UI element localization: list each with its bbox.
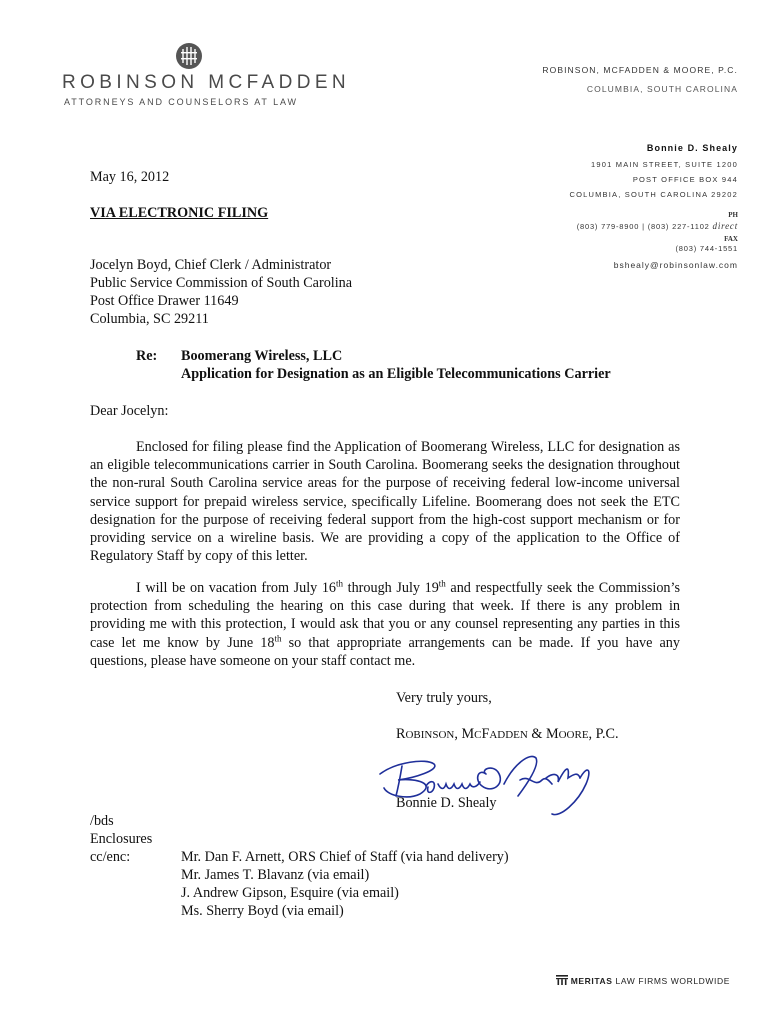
- author-name: Bonnie D. Shealy: [646, 143, 738, 153]
- firm-sign-part: ,: [454, 726, 462, 742]
- meritas-logo-icon: [556, 975, 568, 985]
- street-address: 1901 MAIN STREET, SUITE 1200: [591, 160, 738, 169]
- paragraph-text: so that appropriate arrangements can be made. If you have any questions, please have someone on your staff contact me.: [90, 634, 680, 669]
- fax-label: FAX: [724, 235, 738, 243]
- salutation: Dear Jocelyn:: [90, 403, 169, 419]
- body-paragraph-1: Enclosed for filing please find the Application of Boomerang Wireless, LLC for designation as an eligible telecommunications carrier in South Carolina. Boomerang seeks the designation throughout the non-rural South Carolina service areas for the purpose of receiving federal low-income universal service support for prepaid wireless service, specifically Lifeline. Boomerang does not seek the ETC designation for the purpose of receiving federal support from the high-cost support mechanism or for providing service on a wireline basis. We are providing a copy of the application to the Office of Regulatory Staff by copy of this letter.: [90, 439, 680, 565]
- firm-sign-part: M: [545, 726, 559, 742]
- delivery-method: VIA ELECTRONIC FILING: [90, 205, 269, 221]
- firm-sign-part: C: [474, 729, 482, 741]
- right-firm-city: COLUMBIA, SOUTH CAROLINA: [586, 84, 738, 94]
- recipient-line: Columbia, SC 29211: [90, 311, 209, 327]
- right-firm-name: ROBINSON, MCFADDEN & MOORE, P.C.: [542, 65, 738, 75]
- cc-recipient: Ms. Sherry Boyd (via email): [181, 903, 344, 919]
- body-paragraph-2: [90, 579, 680, 670]
- email-address: bshealy@robinsonlaw.com: [613, 260, 738, 270]
- firm-sign-part: M: [461, 726, 475, 742]
- recipient-line: Public Service Commission of South Carolina: [90, 275, 353, 291]
- phone-label: PH: [728, 211, 738, 219]
- firm-name: ROBINSON MCFADDEN: [62, 72, 351, 93]
- re-line: Application for Designation as an Eligible Telecommunications Carrier: [181, 366, 611, 382]
- cc-recipient: J. Andrew Gipson, Esquire (via email): [181, 885, 399, 901]
- firm-sign-part: OORE: [558, 729, 589, 741]
- firm-sign-part: R: [396, 726, 406, 742]
- paragraph-text: and respectfully seek the Commission’s protection from scheduling the hearing on this case during that week. If there is any problem in providing me with this protection, I would ask that you or any counsel representing any parties in this case let me know by June 18: [90, 580, 680, 651]
- re-label: Re:: [136, 348, 158, 364]
- signature-firm: [396, 725, 619, 744]
- re-line: Boomerang Wireless, LLC: [181, 348, 343, 364]
- paragraph-text: through July 19: [343, 580, 439, 596]
- fax-number: (803) 744-1551: [675, 244, 738, 253]
- recipient-address: [90, 256, 352, 328]
- typist-initials: /bds: [90, 813, 114, 829]
- firm-tagline: ATTORNEYS AND COUNSELORS AT LAW: [64, 97, 298, 107]
- recipient-line: Jocelyn Boyd, Chief Clerk / Administrator: [90, 257, 332, 273]
- firm-logo-icon: [175, 42, 203, 70]
- city-state-zip: COLUMBIA, SOUTH CAROLINA 29202: [569, 190, 738, 199]
- ordinal-suffix: th: [438, 578, 446, 589]
- phone-main: (803) 779-8900 | (803) 227-1102: [576, 222, 710, 231]
- ordinal-suffix: th: [336, 578, 344, 589]
- footer-text: LAW FIRMS WORLDWIDE: [615, 976, 730, 986]
- firm-sign-part: , P.C.: [588, 726, 619, 742]
- cc-list: [181, 848, 509, 920]
- firm-sign-part: OBINSON: [405, 729, 455, 741]
- re-subject: [181, 347, 611, 383]
- enclosures-label: Enclosures: [90, 831, 153, 847]
- footer-brand: MERITAS: [570, 976, 613, 986]
- footer-meritas: [556, 975, 730, 986]
- paragraph-text: I will be on vacation from July 16: [136, 580, 337, 596]
- po-box: POST OFFICE BOX 944: [632, 175, 738, 184]
- cc-recipient: Mr. Dan F. Arnett, ORS Chief of Staff (via hand delivery): [181, 849, 509, 865]
- closing: Very truly yours,: [396, 690, 492, 706]
- firm-sign-part: &: [527, 726, 546, 742]
- firm-sign-part: F: [481, 726, 490, 742]
- recipient-line: Post Office Drawer 11649: [90, 293, 239, 309]
- letter-date: May 16, 2012: [90, 169, 170, 185]
- ordinal-suffix: th: [274, 632, 282, 643]
- firm-sign-part: ADDEN: [489, 729, 528, 741]
- cc-label: cc/enc:: [90, 849, 131, 865]
- signer-name: Bonnie D. Shealy: [396, 795, 497, 811]
- phone-direct-label: direct: [712, 221, 738, 231]
- phone-numbers: [577, 221, 738, 231]
- cc-recipient: Mr. James T. Blavanz (via email): [181, 867, 370, 883]
